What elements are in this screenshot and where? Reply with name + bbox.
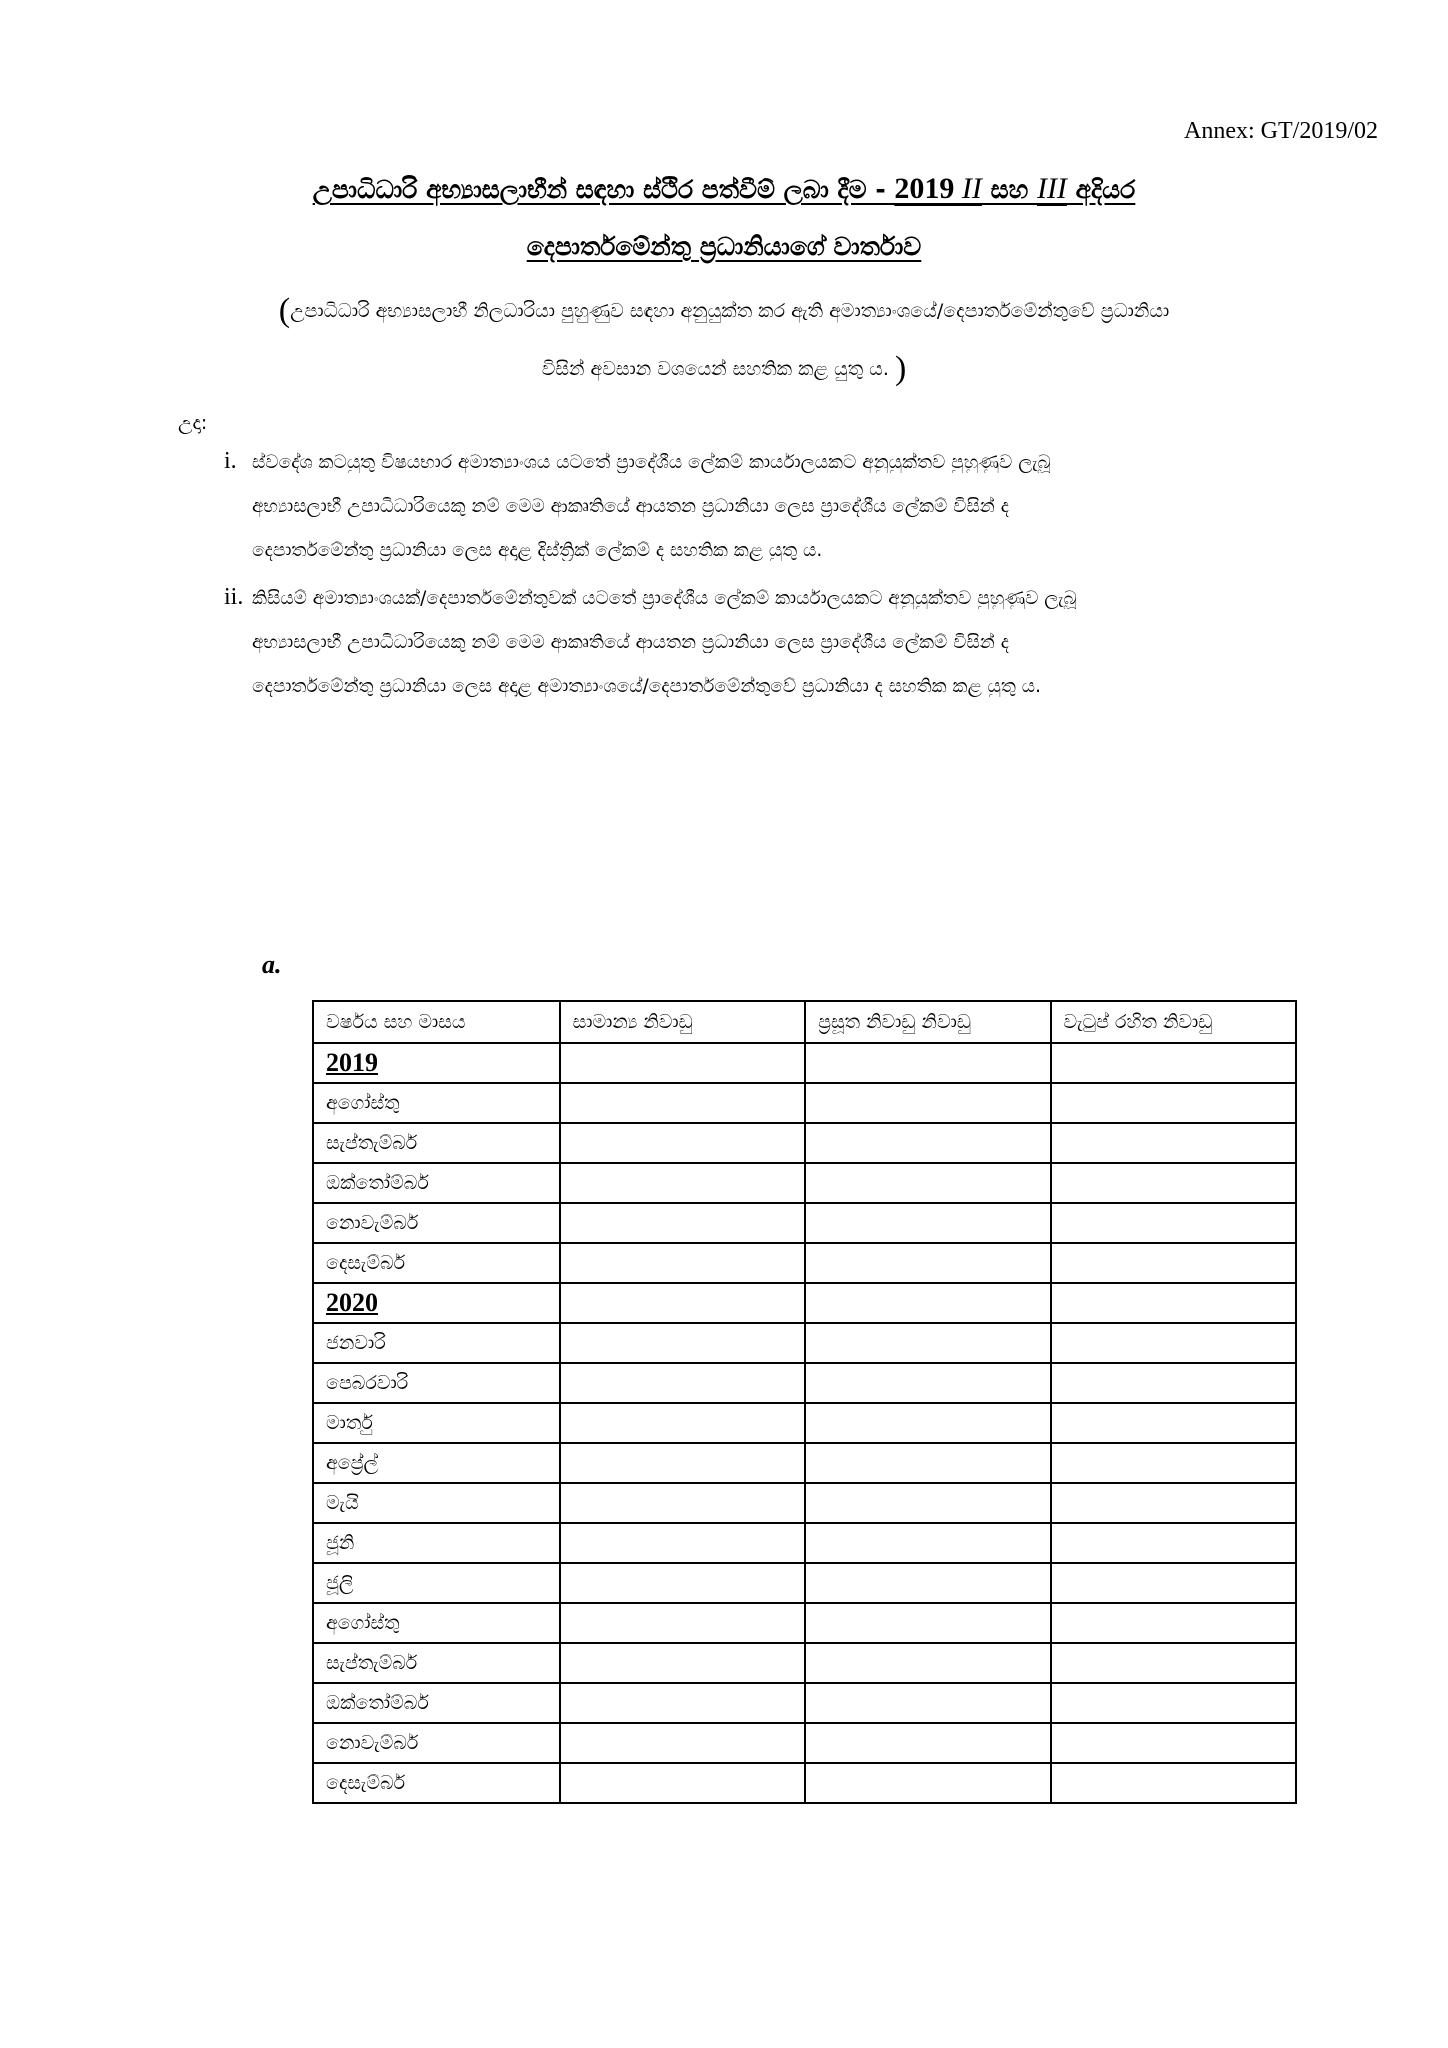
leave-entry-cell[interactable]: [805, 1723, 1050, 1763]
title-phase-iii: III: [1036, 172, 1067, 205]
leave-entry-cell[interactable]: [560, 1043, 805, 1083]
examples-label: උදා:: [178, 412, 208, 434]
month-label: නොවැම්බර්: [313, 1203, 560, 1243]
table-row: [313, 1443, 1296, 1483]
leave-entry-cell[interactable]: [805, 1523, 1050, 1563]
month-label: ජූලි: [313, 1563, 560, 1603]
leave-entry-cell[interactable]: [1051, 1123, 1296, 1163]
example-number: ii.: [224, 584, 244, 610]
leave-entry-cell[interactable]: [805, 1163, 1050, 1203]
leave-entry-cell[interactable]: [805, 1363, 1050, 1403]
table-row: [313, 1243, 1296, 1283]
month-label: සැප්තැම්බර්: [313, 1643, 560, 1683]
title-year: 2019: [894, 172, 962, 205]
example-line: දෙපාර්තමේන්තු ප්‍රධානියා ලෙස අදාළ අමාත්‍යාංශයේ/දෙපාර්තමේන්තුවේ ප්‍රධානියා ද සහතික කළ යුතු ය.: [252, 676, 1041, 697]
table-row: [313, 1723, 1296, 1763]
leave-entry-cell[interactable]: [1051, 1323, 1296, 1363]
header-year-month: වර්ෂය සහ මාසය: [313, 1001, 560, 1043]
table-header-row: [313, 1001, 1296, 1043]
leave-entry-cell[interactable]: [560, 1163, 805, 1203]
leave-entry-cell[interactable]: [560, 1763, 805, 1803]
header-maternity-leave: ප්‍රසූත නිවාඩු නිවාඩු: [805, 1001, 1050, 1043]
leave-entry-cell[interactable]: [805, 1403, 1050, 1443]
month-label: සැප්තැම්බර්: [313, 1123, 560, 1163]
month-label: ඔක්තෝම්බර්: [313, 1683, 560, 1723]
leave-entry-cell[interactable]: [560, 1403, 805, 1443]
leave-entry-cell[interactable]: [1051, 1163, 1296, 1203]
table-row: [313, 1403, 1296, 1443]
leave-entry-cell[interactable]: [1051, 1723, 1296, 1763]
header-no-pay-leave: වැටුප් රහිත නිවාඩු: [1051, 1001, 1296, 1043]
leave-entry-cell[interactable]: [805, 1603, 1050, 1643]
example-number: i.: [224, 448, 237, 474]
leave-entry-cell[interactable]: [1051, 1403, 1296, 1443]
leave-entry-cell[interactable]: [805, 1683, 1050, 1723]
table-row: [313, 1563, 1296, 1603]
leave-entry-cell[interactable]: [805, 1563, 1050, 1603]
leave-entry-cell[interactable]: [560, 1243, 805, 1283]
leave-entry-cell[interactable]: [560, 1483, 805, 1523]
leave-entry-cell[interactable]: [560, 1603, 805, 1643]
title-and: සහ: [981, 175, 1037, 204]
leave-entry-cell[interactable]: [1051, 1563, 1296, 1603]
leave-table-body: [313, 1043, 1296, 1803]
month-label: මාර්තු: [313, 1403, 560, 1443]
month-label: අප්‍රේල්: [313, 1443, 560, 1483]
table-row: [313, 1683, 1296, 1723]
leave-entry-cell[interactable]: [1051, 1643, 1296, 1683]
leave-entry-cell[interactable]: [1051, 1483, 1296, 1523]
month-label: අගෝස්තු: [313, 1603, 560, 1643]
document-subtitle: [0, 232, 1448, 262]
table-row: [313, 1643, 1296, 1683]
leave-entry-cell[interactable]: [1051, 1683, 1296, 1723]
note-close-paren: ): [894, 350, 907, 387]
leave-entry-cell[interactable]: [560, 1363, 805, 1403]
leave-entry-cell[interactable]: [805, 1643, 1050, 1683]
leave-entry-cell[interactable]: [1051, 1243, 1296, 1283]
note-line-1: [0, 292, 1448, 330]
year-label: 2020: [313, 1283, 560, 1323]
example-line: අභ්‍යාසලාභී උපාධිධාරියෙකු නම් මෙම ආකෘතියේ ආයතන ප්‍රධානියා ලෙස ප්‍රාදේශීය ලේකම් විසින් ද: [252, 496, 1009, 517]
table-row: [313, 1763, 1296, 1803]
note-text-2: විසින් අවසාන වශයෙන් සහතික කළ යුතු ය.: [541, 358, 889, 380]
leave-entry-cell[interactable]: [805, 1123, 1050, 1163]
leave-entry-cell[interactable]: [805, 1043, 1050, 1083]
month-label: ජූනි: [313, 1523, 560, 1563]
title-text-a: උපාධිධාරි අභ්‍යාසලාභීන් සඳහා ස්ථිර පත්වීම් ලබා දීම -: [312, 175, 895, 204]
document-title: [0, 172, 1448, 206]
table-row: [313, 1483, 1296, 1523]
month-label: ඔක්තෝම්බර්: [313, 1163, 560, 1203]
leave-entry-cell[interactable]: [560, 1283, 805, 1323]
month-label: නොවැම්බර්: [313, 1723, 560, 1763]
leave-entry-cell[interactable]: [1051, 1763, 1296, 1803]
table-row: [313, 1283, 1296, 1323]
example-line: ස්වදේශ කටයුතු විෂයභාර අමාත්‍යාංශය යටතේ ප්‍රාදේශීය ලේකම් කාර්යාලයකට අනුයුක්තව පුහුණුව ලැබූ: [252, 452, 1051, 473]
leave-entry-cell[interactable]: [805, 1083, 1050, 1123]
leave-entry-cell[interactable]: [560, 1323, 805, 1363]
leave-entry-cell[interactable]: [1051, 1083, 1296, 1123]
leave-entry-cell[interactable]: [1051, 1283, 1296, 1323]
leave-entry-cell[interactable]: [560, 1443, 805, 1483]
example-line: කිසියම් අමාත්‍යාංශයක්/දෙපාර්තමේන්තුවක් යටතේ ප්‍රාදේශීය ලේකම් කාර්යාලයකට අනුයුක්තව පුහුණුව ලැබූ: [252, 588, 1077, 609]
subtitle-text: දෙපාර්තමේන්තු ප්‍රධානියාගේ වාර්තාව: [526, 232, 922, 261]
leave-entry-cell[interactable]: [560, 1643, 805, 1683]
leave-entry-cell[interactable]: [805, 1283, 1050, 1323]
leave-entry-cell[interactable]: [560, 1563, 805, 1603]
note-text-1: උපාධිධාරි අභ්‍යාසලාභී නිලධාරියා පුහුණුව සඳහා අනුයුක්ත කර ඇති අමාත්‍යාංශයේ/දෙපාර්තමේන්තුවේ ප්‍රධානියා: [290, 300, 1170, 322]
month-label: මැයි: [313, 1483, 560, 1523]
leave-entry-cell[interactable]: [1051, 1203, 1296, 1243]
note-line-2: [0, 350, 1448, 388]
table-row: [313, 1083, 1296, 1123]
leave-entry-cell[interactable]: [1051, 1523, 1296, 1563]
sub-section-label: a.: [262, 950, 282, 979]
leave-entry-cell[interactable]: [560, 1203, 805, 1243]
year-label: 2019: [313, 1043, 560, 1083]
leave-entry-cell[interactable]: [560, 1723, 805, 1763]
leave-entry-cell[interactable]: [560, 1123, 805, 1163]
month-label: පෙබරවාරි: [313, 1363, 560, 1403]
table-row: [313, 1163, 1296, 1203]
month-label: ජනවාරි: [313, 1323, 560, 1363]
leave-entry-cell[interactable]: [560, 1523, 805, 1563]
table-row: [313, 1603, 1296, 1643]
leave-entry-cell[interactable]: [1051, 1363, 1296, 1403]
table-row: [313, 1523, 1296, 1563]
leave-table: [312, 1000, 1297, 1804]
leave-entry-cell[interactable]: [805, 1763, 1050, 1803]
table-row: [313, 1123, 1296, 1163]
leave-entry-cell[interactable]: [1051, 1603, 1296, 1643]
table-row: [313, 1323, 1296, 1363]
leave-entry-cell[interactable]: [1051, 1043, 1296, 1083]
leave-entry-cell[interactable]: [805, 1243, 1050, 1283]
example-line: අභ්‍යාසලාභී උපාධිධාරියෙකු නම් මෙම ආකෘතියේ ආයතන ප්‍රධානියා ලෙස ප්‍රාදේශීය ලේකම් විසින් ද: [252, 632, 1009, 653]
leave-entry-cell[interactable]: [805, 1443, 1050, 1483]
table-row: [313, 1363, 1296, 1403]
month-label: දෙසැම්බර්: [313, 1243, 560, 1283]
example-line: දෙපාර්තමේන්තු ප්‍රධානියා ලෙස අදාළ දිස්ත්‍රික් ලේකම් ද සහතික කළ යුතු ය.: [252, 540, 823, 561]
note-open-paren: (: [278, 292, 291, 329]
month-label: දෙසැම්බර්: [313, 1763, 560, 1803]
table-row: [313, 1043, 1296, 1083]
leave-entry-cell[interactable]: [560, 1683, 805, 1723]
leave-entry-cell[interactable]: [805, 1483, 1050, 1523]
table-row: [313, 1203, 1296, 1243]
month-label: අගෝස්තු: [313, 1083, 560, 1123]
title-phase-ii: II: [961, 172, 982, 205]
leave-entry-cell[interactable]: [805, 1203, 1050, 1243]
title-underline: [312, 172, 1136, 205]
leave-entry-cell[interactable]: [560, 1083, 805, 1123]
leave-entry-cell[interactable]: [1051, 1443, 1296, 1483]
header-casual-leave: සාමාන්‍ය නිවාඩු: [560, 1001, 805, 1043]
leave-entry-cell[interactable]: [805, 1323, 1050, 1363]
title-text-b: අදියර: [1066, 175, 1136, 204]
annex-reference: Annex: GT/2019/02: [1184, 118, 1378, 144]
